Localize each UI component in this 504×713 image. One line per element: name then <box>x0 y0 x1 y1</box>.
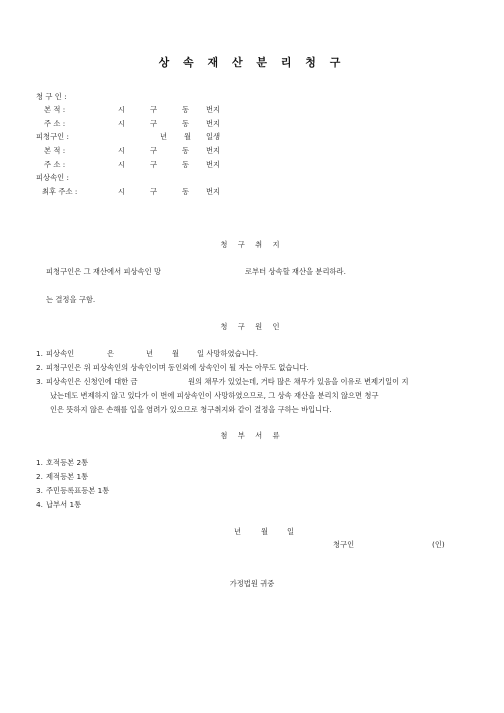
field-label: 주 소 : <box>44 160 66 169</box>
unit-si: 시 <box>118 187 126 196</box>
purpose-line1-b: 로부터 상속할 재산을 분리하라. <box>245 267 346 276</box>
unit-dong: 동 <box>182 119 190 128</box>
birth-year: 년 <box>160 132 168 141</box>
attachment-item: 호적등본 2통 <box>46 458 89 467</box>
item-text: 피청구인은 위 피상속인의 상속인이며 동인외에 상속인이 될 자는 아무도 없습니다. <box>46 363 309 372</box>
unit-dong: 동 <box>182 187 190 196</box>
purpose-heading: 청 구 취 지 <box>220 240 284 249</box>
item-text: 피상속인 <box>46 349 75 358</box>
unit-beonji: 번지 <box>206 119 221 128</box>
item-number: 3. <box>36 377 43 386</box>
item-text: 은 <box>107 349 115 358</box>
respondent-heading: 피청구인 : <box>36 132 69 141</box>
item-text: 일 사망하였습니다. <box>197 349 259 358</box>
unit-gu: 구 <box>150 187 158 196</box>
unit-si: 시 <box>118 105 126 114</box>
purpose-line2: 는 결정을 구함. <box>46 295 96 304</box>
attachment-number: 3. <box>36 486 43 495</box>
unit-dong: 동 <box>182 146 190 155</box>
attachment-item: 제적등본 1통 <box>46 472 89 481</box>
item-text: 월 <box>172 349 180 358</box>
unit-beonji: 번지 <box>206 187 221 196</box>
date-day: 일 <box>287 527 295 536</box>
unit-gu: 구 <box>150 119 158 128</box>
field-label: 본 적 : <box>44 105 66 114</box>
item-text: 났는데도 변제하지 않고 있다가 이 번에 피상속인이 사망하였으므로, 그 상속 재산을 분리치 않으면 청구 <box>50 391 379 400</box>
date-month: 월 <box>261 527 269 536</box>
attachment-number: 4. <box>36 500 43 509</box>
document-title: 상 속 재 산 분 리 청 구 <box>158 56 346 69</box>
unit-si: 시 <box>118 119 126 128</box>
attachment-number: 1. <box>36 458 43 467</box>
unit-beonji: 번지 <box>206 146 221 155</box>
attachment-number: 2. <box>36 472 43 481</box>
unit-beonji: 번지 <box>206 160 221 169</box>
item-text: 인은 뜻하지 않은 손해를 입을 염려가 있으므로 청구취지와 같이 결정을 구하는 바입니다. <box>50 405 332 414</box>
unit-beonji: 번지 <box>206 105 221 114</box>
unit-si: 시 <box>118 160 126 169</box>
unit-dong: 동 <box>182 160 190 169</box>
unit-gu: 구 <box>150 160 158 169</box>
field-label: 주 소 : <box>44 119 66 128</box>
deceased-heading: 피상속인 : <box>36 173 69 182</box>
birth-day: 일생 <box>206 132 221 141</box>
attachment-item: 주민등록표등본 1통 <box>46 486 110 495</box>
unit-gu: 구 <box>150 146 158 155</box>
item-number: 1. <box>36 349 43 358</box>
unit-dong: 동 <box>182 105 190 114</box>
attachment-item: 납부서 1통 <box>46 500 82 509</box>
unit-si: 시 <box>118 146 126 155</box>
claimant-heading: 청 구 인 : <box>36 92 67 101</box>
signature-label: 청구인 <box>333 540 355 549</box>
court-addressee: 가정법원 귀중 <box>229 579 275 588</box>
item-text: 원의 채무가 있었는데, 거타 많은 채무가 있음을 이유로 변제기일이 지 <box>188 377 409 386</box>
date-year: 년 <box>234 527 242 536</box>
field-label: 본 적 : <box>44 146 66 155</box>
birth-month: 월 <box>184 132 192 141</box>
cause-heading: 청 구 원 인 <box>220 322 284 331</box>
field-label: 최후 주소 : <box>42 187 78 196</box>
item-text: 피상속인은 신청인에 대한 금 <box>46 377 138 386</box>
item-number: 2. <box>36 363 43 372</box>
item-text: 년 <box>146 349 154 358</box>
purpose-line1-a: 피청구인은 그 재산에서 피상속인 망 <box>46 267 162 276</box>
seal-mark: (인) <box>432 540 445 549</box>
unit-gu: 구 <box>150 105 158 114</box>
attachments-heading: 첨 부 서 류 <box>220 431 284 440</box>
